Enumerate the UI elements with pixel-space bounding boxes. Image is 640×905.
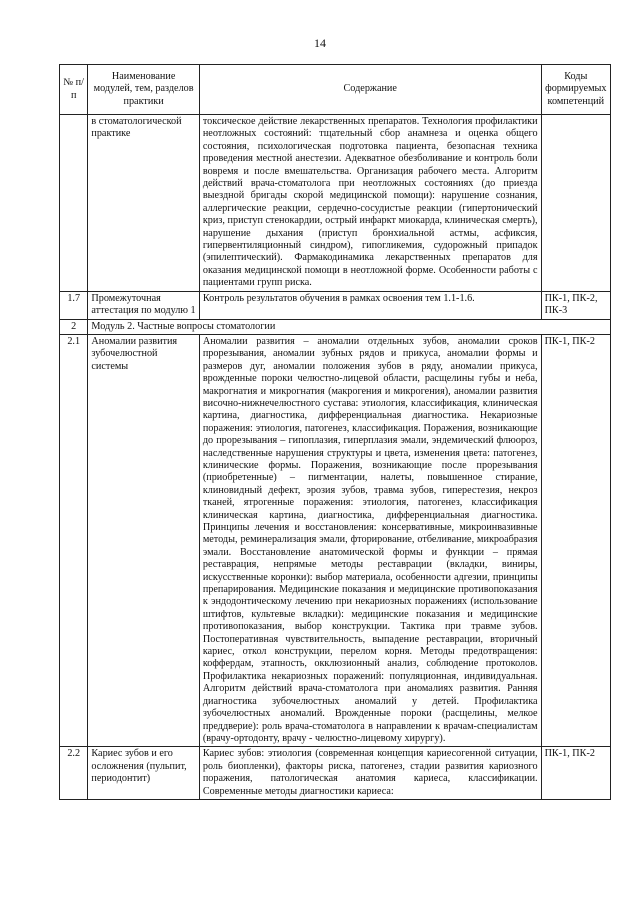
- header-name: Наименование модулей, тем, разделов практики: [88, 65, 199, 115]
- header-content: Содержание: [199, 65, 541, 115]
- page-number: 14: [314, 36, 326, 50]
- row-content: Кариес зубов: этиология (современная концепция кариесогенной ситуации, роль биопленки), факторы риска, патогенез, стадии развития кариозного поражения, патологическая анатомия кариеса, классификации. Современные методы диагностики кариеса:: [199, 747, 541, 800]
- row-codes: ПК-1, ПК-2: [541, 747, 610, 800]
- program-table: [59, 64, 611, 800]
- header-codes: Коды формируемых компетенций: [541, 65, 610, 115]
- module-num: 2: [60, 319, 88, 334]
- row-codes: ПК-1, ПК-2: [541, 334, 610, 746]
- row-num: 2.2: [60, 747, 88, 800]
- table-row: [60, 747, 611, 800]
- row-content: Контроль результатов обучения в рамках освоения тем 1.1-1.6.: [199, 291, 541, 319]
- row-content: токсическое действие лекарственных препаратов. Технология профилактики неотложных состояний: тщательный сбор анамнеза и оценка общего состояния, психологическая подготовка пациента, безопасная техника проведения местной анестезии. Адекватное обезболивание и контроль боли вовремя и после вмешательства. Организация рабочего места. Алгоритм действий врача-стоматолога при неотложных состояниях (до приезда выездной бригады скорой медицинской помощи): нарушение сознания, аллергические реакции, сердечно-сосудистые реакции (гипертонический криз, приступ стенокардии, острый инфаркт миокарда, клиническая смерть), нарушение дыхания (приступ бронхиальной астмы, асфиксия, гипервентиляционный синдром), гипогликемия, судорожный припадок (эпилептический). Фармакодинамика лекарственных препаратов для оказания медицинской помощи в неотложной форме. Особенности работы с пациентами групп риска.: [199, 115, 541, 292]
- module-title: Модуль 2. Частные вопросы стоматологии: [88, 319, 611, 334]
- row-name: Кариес зубов и его осложнения (пульпит, периодонтит): [88, 747, 199, 800]
- table-row: [60, 334, 611, 746]
- row-name: в стоматологической практике: [88, 115, 199, 292]
- table-row: [60, 291, 611, 319]
- row-name: Промежуточная аттестация по модулю 1: [88, 291, 199, 319]
- table-header-row: [60, 65, 611, 115]
- row-name: Аномалии развития зубочелюстной системы: [88, 334, 199, 746]
- row-codes: ПК-1, ПК-2, ПК-3: [541, 291, 610, 319]
- row-content: Аномалии развития – аномалии отдельных зубов, аномалии сроков прорезывания, аномалии зубных рядов и прикуса, аномалии формы и размеров дуг, аномалии положения зубов в ряду, аномалии прикуса, врожденные пороки челюстно-лицевой области, расщелины губы и неба, макрогнатия и микрогнатия (макрогения и микрогения), аномалии развития височно-нижнечелюстного сустава: этиология, классификация, клиническая картина, диагностика, дифференциальная диагностика. Некариозные поражения: этиология, патогенез, классификация. Поражения, возникающие до прорезывания – гипоплазия, гиперплазия эмали, эндемический флюороз, наследственные нарушения структуры и цвета, изменения цвета: патогенез, клинические формы. Поражения, возникающие после прорезывания (приобретенные) – пигментации, налеты, повышенное стирание, клиновидный дефект, эрозия зубов, травма зубов, гиперестезия, некроз тканей, ятрогенные поражения: этиология, патогенез, классификация клиническая картина, диагностика, дифференциальная диагностика. Принципы лечения и восстановления: консервативные, микроинвазивные методы, реминерализация эмали, фторирование, отбеливание, микроабразия эмали. Восстановление анатомической формы и функции – прямая реставрация, непрямые методы реставрации (вкладки, виниры, искусственные коронки): выбор материала, особенности адгезии, принципы препарирования. Медицинские показания и медицинские противопоказания к эндодонтическому лечению при некариозных поражениях (использование штифтов, культевые вкладки): медицинские показания и медицинские противопоказания, выбор конструкции. Тактика при травме зубов. Постоперативная чувствительность, выпадение реставрации, вторичный кариес, откол конструкции, перелом корня. Методы предотвращения: коффердам, этапность, окклюзионный анализ, соблюдение протоколов. Профилактика некариозных поражений: популяционная, индивидуальная. Алгоритм действий врача-стоматолога при аномалиях развития. Ранняя диагностика зубочелюстных аномалий у детей. Профилактика зубочелюстных аномалий. Врожденные пороки (расщелины, мелкое преддверие): роль врача-стоматолога в направлении к врачам-специалистам (врачу-ортодонту, врачу - челюстно-лицевому хирургу).: [199, 334, 541, 746]
- row-codes: [541, 115, 610, 292]
- row-num: 2.1: [60, 334, 88, 746]
- module-row: [60, 319, 611, 334]
- table-row: [60, 115, 611, 292]
- header-num: № п/п: [60, 65, 88, 115]
- row-num: 1.7: [60, 291, 88, 319]
- row-num: [60, 115, 88, 292]
